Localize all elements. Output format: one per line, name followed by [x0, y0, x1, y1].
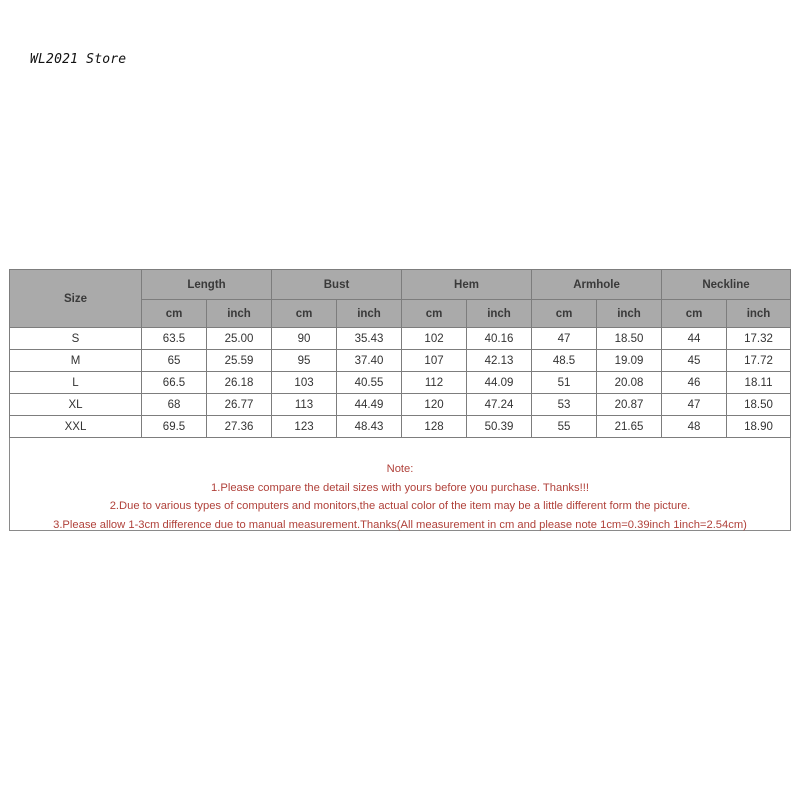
table-cell: 47	[662, 394, 727, 416]
table-cell: 47.24	[467, 394, 532, 416]
table-cell: 18.90	[727, 416, 791, 438]
table-cell: 103	[272, 372, 337, 394]
table-cell: 53	[532, 394, 597, 416]
table-cell: 25.59	[207, 350, 272, 372]
unit-header: inch	[467, 300, 532, 328]
table-cell: 50.39	[467, 416, 532, 438]
table-cell: 47	[532, 328, 597, 350]
table-cell: 65	[142, 350, 207, 372]
table-cell: 21.65	[597, 416, 662, 438]
note-line: 2.Due to various types of computers and monitors,the actual color of the item may be a little different form the picture.	[109, 500, 691, 512]
table-row	[10, 416, 791, 438]
unit-header: inch	[727, 300, 791, 328]
group-header-neckline: Neckline	[662, 270, 791, 300]
table-cell: 20.08	[597, 372, 662, 394]
table-cell: 26.18	[207, 372, 272, 394]
table-cell: 120	[402, 394, 467, 416]
table-cell: 25.00	[207, 328, 272, 350]
table-cell: 18.50	[727, 394, 791, 416]
table-cell: 37.40	[337, 350, 402, 372]
table-cell: 113	[272, 394, 337, 416]
table-row	[10, 372, 791, 394]
group-header-length: Length	[142, 270, 272, 300]
table-cell: 90	[272, 328, 337, 350]
size-column-header: Size	[10, 270, 142, 328]
table-cell: 69.5	[142, 416, 207, 438]
table-row	[10, 394, 791, 416]
table-row	[10, 328, 791, 350]
size-cell: L	[10, 372, 142, 394]
table-cell: 19.09	[597, 350, 662, 372]
unit-header: cm	[272, 300, 337, 328]
table-cell: 17.32	[727, 328, 791, 350]
table-cell: 63.5	[142, 328, 207, 350]
table-cell: 44.49	[337, 394, 402, 416]
unit-header: cm	[662, 300, 727, 328]
table-cell: 35.43	[337, 328, 402, 350]
table-cell: 40.55	[337, 372, 402, 394]
table-cell: 26.77	[207, 394, 272, 416]
note-line: 3.Please allow 1-3cm difference due to manual measurement.Thanks(All measurement in cm and please note 1cm=0.39inch 1inch=2.54cm)	[53, 518, 747, 531]
notes-title: Note:	[386, 463, 414, 475]
table-cell: 123	[272, 416, 337, 438]
table-cell: 107	[402, 350, 467, 372]
notes-section	[10, 460, 790, 534]
table-cell: 48.5	[532, 350, 597, 372]
unit-header: cm	[142, 300, 207, 328]
table-cell: 17.72	[727, 350, 791, 372]
table-cell: 27.36	[207, 416, 272, 438]
table-row	[10, 350, 791, 372]
unit-header: inch	[207, 300, 272, 328]
table-cell: 112	[402, 372, 467, 394]
table-cell: 18.11	[727, 372, 791, 394]
size-cell: S	[10, 328, 142, 350]
table-cell: 18.50	[597, 328, 662, 350]
table-cell: 95	[272, 350, 337, 372]
table-cell: 44	[662, 328, 727, 350]
note-line: 1.Please compare the detail sizes with yours before you purchase. Thanks!!!	[211, 481, 589, 494]
table-cell: 48.43	[337, 416, 402, 438]
table-cell: 46	[662, 372, 727, 394]
size-cell: XXL	[10, 416, 142, 438]
store-label: WL2021 Store	[30, 52, 127, 67]
table-cell: 44.09	[467, 372, 532, 394]
header-row-groups	[10, 270, 791, 300]
unit-header: cm	[402, 300, 467, 328]
size-cell: M	[10, 350, 142, 372]
table-cell: 42.13	[467, 350, 532, 372]
unit-header: inch	[337, 300, 402, 328]
size-chart	[9, 269, 791, 531]
group-header-armhole: Armhole	[532, 270, 662, 300]
group-header-hem: Hem	[402, 270, 532, 300]
unit-header: cm	[532, 300, 597, 328]
table-cell: 45	[662, 350, 727, 372]
table-cell: 40.16	[467, 328, 532, 350]
table-cell: 102	[402, 328, 467, 350]
size-cell: XL	[10, 394, 142, 416]
table-cell: 68	[142, 394, 207, 416]
group-header-bust: Bust	[272, 270, 402, 300]
table-cell: 55	[532, 416, 597, 438]
table-cell: 48	[662, 416, 727, 438]
unit-header: inch	[597, 300, 662, 328]
table-cell: 20.87	[597, 394, 662, 416]
table-cell: 51	[532, 372, 597, 394]
table-cell: 66.5	[142, 372, 207, 394]
table-cell: 128	[402, 416, 467, 438]
size-table	[9, 269, 791, 438]
